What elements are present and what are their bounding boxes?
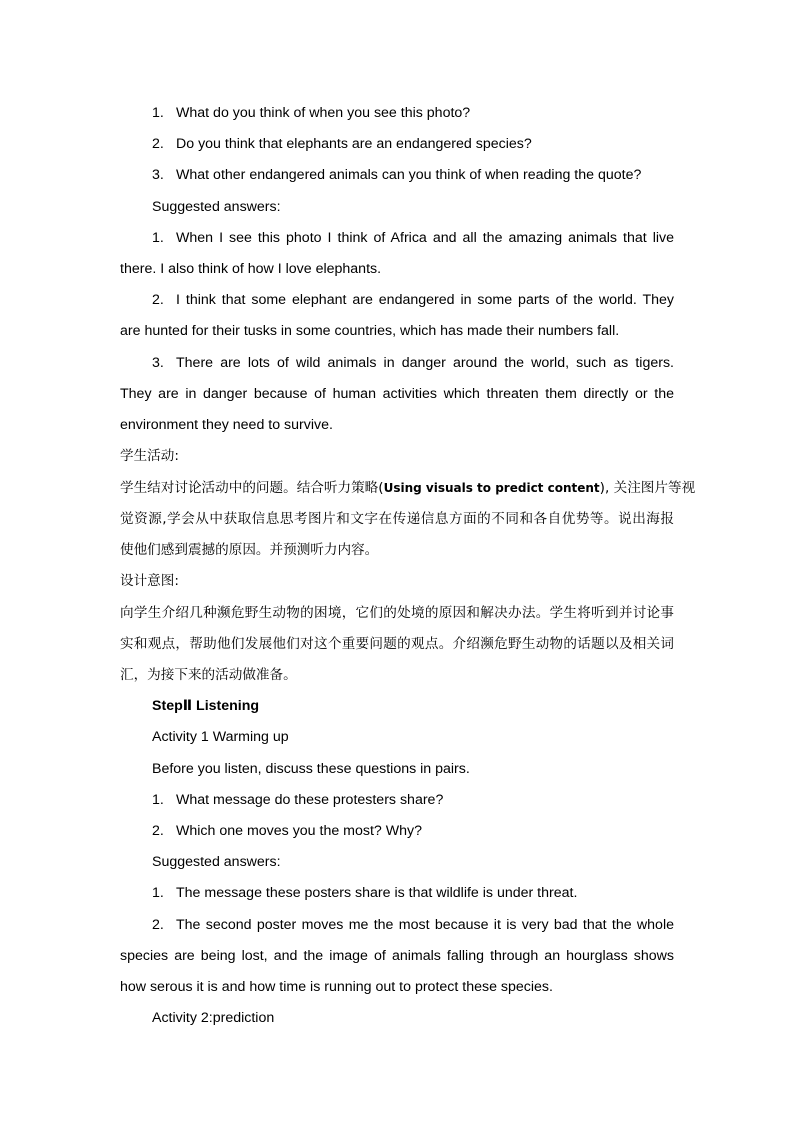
answer-3-line-3: environment they need to survive. xyxy=(120,417,333,433)
activity-1-answer-2-line-1 xyxy=(152,915,674,935)
list-number: 3. xyxy=(152,355,164,371)
list-number: 2. xyxy=(152,917,164,933)
activity-1-question-1 xyxy=(152,790,674,810)
question-text: Do you think that elephants are an endangered species? xyxy=(176,136,532,152)
activity-1-answer-2-line-3: how serous it is and how time is running out to protect these species. xyxy=(120,979,553,995)
question-text: What other endangered animals can you think of when reading the quote? xyxy=(176,167,642,183)
activity-1-question-2 xyxy=(152,821,674,841)
list-number: 1. xyxy=(152,105,164,121)
list-number: 2. xyxy=(152,292,164,308)
list-number: 2. xyxy=(152,823,164,839)
answer-text: I think that some elephant are endangered in some parts of the world. They xyxy=(176,292,674,308)
suggested-answers-heading: Suggested answers: xyxy=(152,199,281,215)
question-1 xyxy=(152,103,674,123)
student-activity-heading: 学生活动: xyxy=(120,448,179,464)
activity-1-intro: Before you listen, discuss these questions in pairs. xyxy=(152,761,470,777)
list-number: 1. xyxy=(152,885,164,901)
question-text: What do you think of when you see this photo? xyxy=(176,105,471,121)
question-text: Which one moves you the most? Why? xyxy=(176,823,423,839)
list-number: 1. xyxy=(152,792,164,808)
answer-text: There are lots of wild animals in danger around the world, such as tigers. xyxy=(176,355,674,371)
activity-1-answer-1 xyxy=(152,883,674,903)
design-intent-line-2: 实和观点，帮助他们发展他们对这个重要问题的观点。介绍濒危野生动物的话题以及相关词 xyxy=(120,636,674,652)
activity-1-answer-2-line-2: species are being lost, and the image of animals falling through an hourglass shows xyxy=(120,948,674,964)
list-number: 1. xyxy=(152,230,164,246)
answer-text: The message these posters share is that wildlife is under threat. xyxy=(176,885,578,901)
answer-3-line-2: They are in danger because of human activities which threaten them directly or the xyxy=(120,386,674,402)
answer-2-line-2: are hunted for their tusks in some countries, which has made their numbers fall. xyxy=(120,323,620,339)
answer-1-line-1 xyxy=(152,228,674,248)
design-intent-line-1: 向学生介绍几种濒危野生动物的困境，它们的处境的原因和解决办法。学生将听到并讨论事 xyxy=(120,605,674,621)
suggested-answers-heading-2: Suggested answers: xyxy=(152,854,281,870)
design-intent-line-3: 汇，为接下来的活动做准备。 xyxy=(120,667,297,683)
student-activity-line-1 xyxy=(120,478,696,498)
activity-2-title: Activity 2:prediction xyxy=(152,1010,275,1026)
student-activity-line-3: 使他们感到震撼的原因。并预测听力内容。 xyxy=(120,542,379,558)
activity-text: 学生结对讨论活动中的问题。结合听力策略( xyxy=(120,480,384,496)
design-intent-heading: 设计意图: xyxy=(120,573,179,589)
answer-1-line-2: there. I also think of how I love elephants. xyxy=(120,261,382,277)
answer-text: The second poster moves me the most because it is very bad that the whole xyxy=(176,917,674,933)
activity-1-title: Activity 1 Warming up xyxy=(152,729,289,745)
answer-2-line-1 xyxy=(152,290,674,310)
question-text: What message do these protesters share? xyxy=(176,792,444,808)
answer-text: When I see this photo I think of Africa and all the amazing animals that live xyxy=(176,230,674,246)
question-3 xyxy=(152,165,674,185)
strategy-name: Using visuals to predict content xyxy=(383,481,600,495)
activity-text: ), 关注图片等视 xyxy=(599,480,696,496)
answer-3-line-1 xyxy=(152,353,674,373)
question-2 xyxy=(152,134,674,154)
list-number: 3. xyxy=(152,167,164,183)
student-activity-line-2: 觉资源,学会从中获取信息思考图片和文字在传递信息方面的不同和各自优势等。说出海报 xyxy=(120,511,674,527)
list-number: 2. xyxy=(152,136,164,152)
step-heading: StepⅡ Listening xyxy=(152,698,260,714)
